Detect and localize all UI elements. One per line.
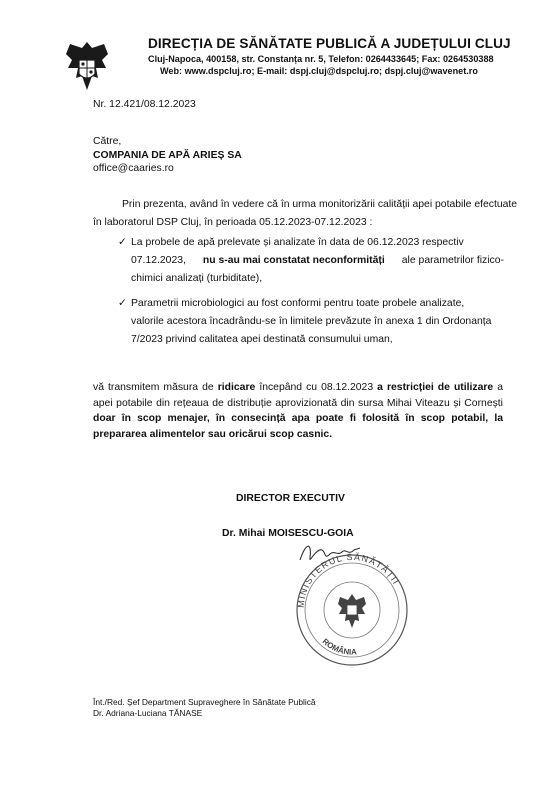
bullet-1-emphasis: nu s-au mai constatat neconformități	[202, 255, 385, 266]
intro-line-2: în laboratorul DSP Cluj, în perioada 05.12.2023-07.12.2023 :	[93, 217, 373, 228]
bullet-1-line-1: La probele de apă prelevate și analizate în data de 06.12.2023 respectiv	[131, 237, 464, 248]
main-text-5: a apei potabile din rețeaua de distribuție aprovizionată din sursa Mihai Viteazu și Cornești	[93, 382, 504, 409]
institution-address: Cluj-Napoca, 400158, str. Constanța nr. 5, Telefon: 0264433645; Fax: 0264530388	[148, 54, 494, 64]
main-paragraph	[93, 380, 503, 442]
recipient-email: office@caaries.ro	[93, 163, 174, 174]
main-text-1: vă transmitem măsura de	[93, 382, 214, 393]
registration-number: Nr. 12.421/08.12.2023	[93, 99, 196, 110]
footer-line-1: Înt./Red. Șef Department Supraveghere în Sănătate Publică	[93, 697, 316, 707]
main-conclusion: doar în scop menajer, în consecință apa poate fi folosită în scop potabil, la prepararea alimentelor sau oricărui scop casnic.	[93, 413, 503, 440]
official-stamp	[282, 530, 422, 680]
main-restriction: a restricției de utilizare	[377, 382, 494, 393]
checkmark-icon: ✓	[118, 237, 127, 248]
signature-title: DIRECTOR EXECUTIV	[236, 493, 345, 504]
svg-text:ROMÂNIA	[321, 637, 358, 657]
institution-web: Web: www.dspcluj.ro; E-mail: dspj.cluj@dspcluj.ro; dspj.cluj@wavenet.ro	[160, 66, 478, 76]
signatory-name: Dr. Mihai MOISESCU-GOIA	[222, 528, 354, 539]
bullet-2-line-2: valorile acestora încadrându-se în limitele prevăzute în anexa 1 din Ordonanța	[131, 316, 492, 327]
stamp-top-text: MINISTERUL SĂNĂTĂȚII	[295, 551, 402, 609]
stamp-bottom-text: ROMÂNIA	[320, 636, 358, 657]
main-ridicare: ridicare	[217, 382, 256, 393]
bullet-2-line-1: Parametrii microbiologici au fost conformi pentru toate probele analizate,	[131, 298, 465, 309]
footer-line-2: Dr. Adriana-Luciana TĂNASE	[93, 708, 203, 718]
coat-of-arms-icon	[62, 38, 112, 98]
recipient-label: Către,	[93, 136, 122, 147]
main-text-3: începând cu 08.12.2023	[259, 382, 374, 393]
intro-line-1: Prin prezenta, având în vedere că în urma monitorizării calității apei potabile efectuate	[122, 199, 518, 210]
checkmark-icon: ✓	[118, 298, 127, 309]
bullet-1-line-2	[131, 255, 504, 267]
bullet-1-line-3: chimici analizați (turbiditate),	[131, 273, 263, 284]
institution-title: DIRECȚIA DE SĂNĂTATE PUBLICĂ A JUDEȚULUI CLUJ	[148, 36, 511, 51]
bullet-1-tail: ale parametrilor fizico-	[401, 255, 504, 266]
bullet-2-line-3: 7/2023 privind calitatea apei destinată consumului uman,	[131, 334, 393, 345]
bullet-1-date: 07.12.2023,	[131, 255, 186, 266]
stamp-emblem-icon	[338, 594, 366, 628]
recipient-company: COMPANIA DE APĂ ARIEȘ SA	[93, 150, 242, 161]
